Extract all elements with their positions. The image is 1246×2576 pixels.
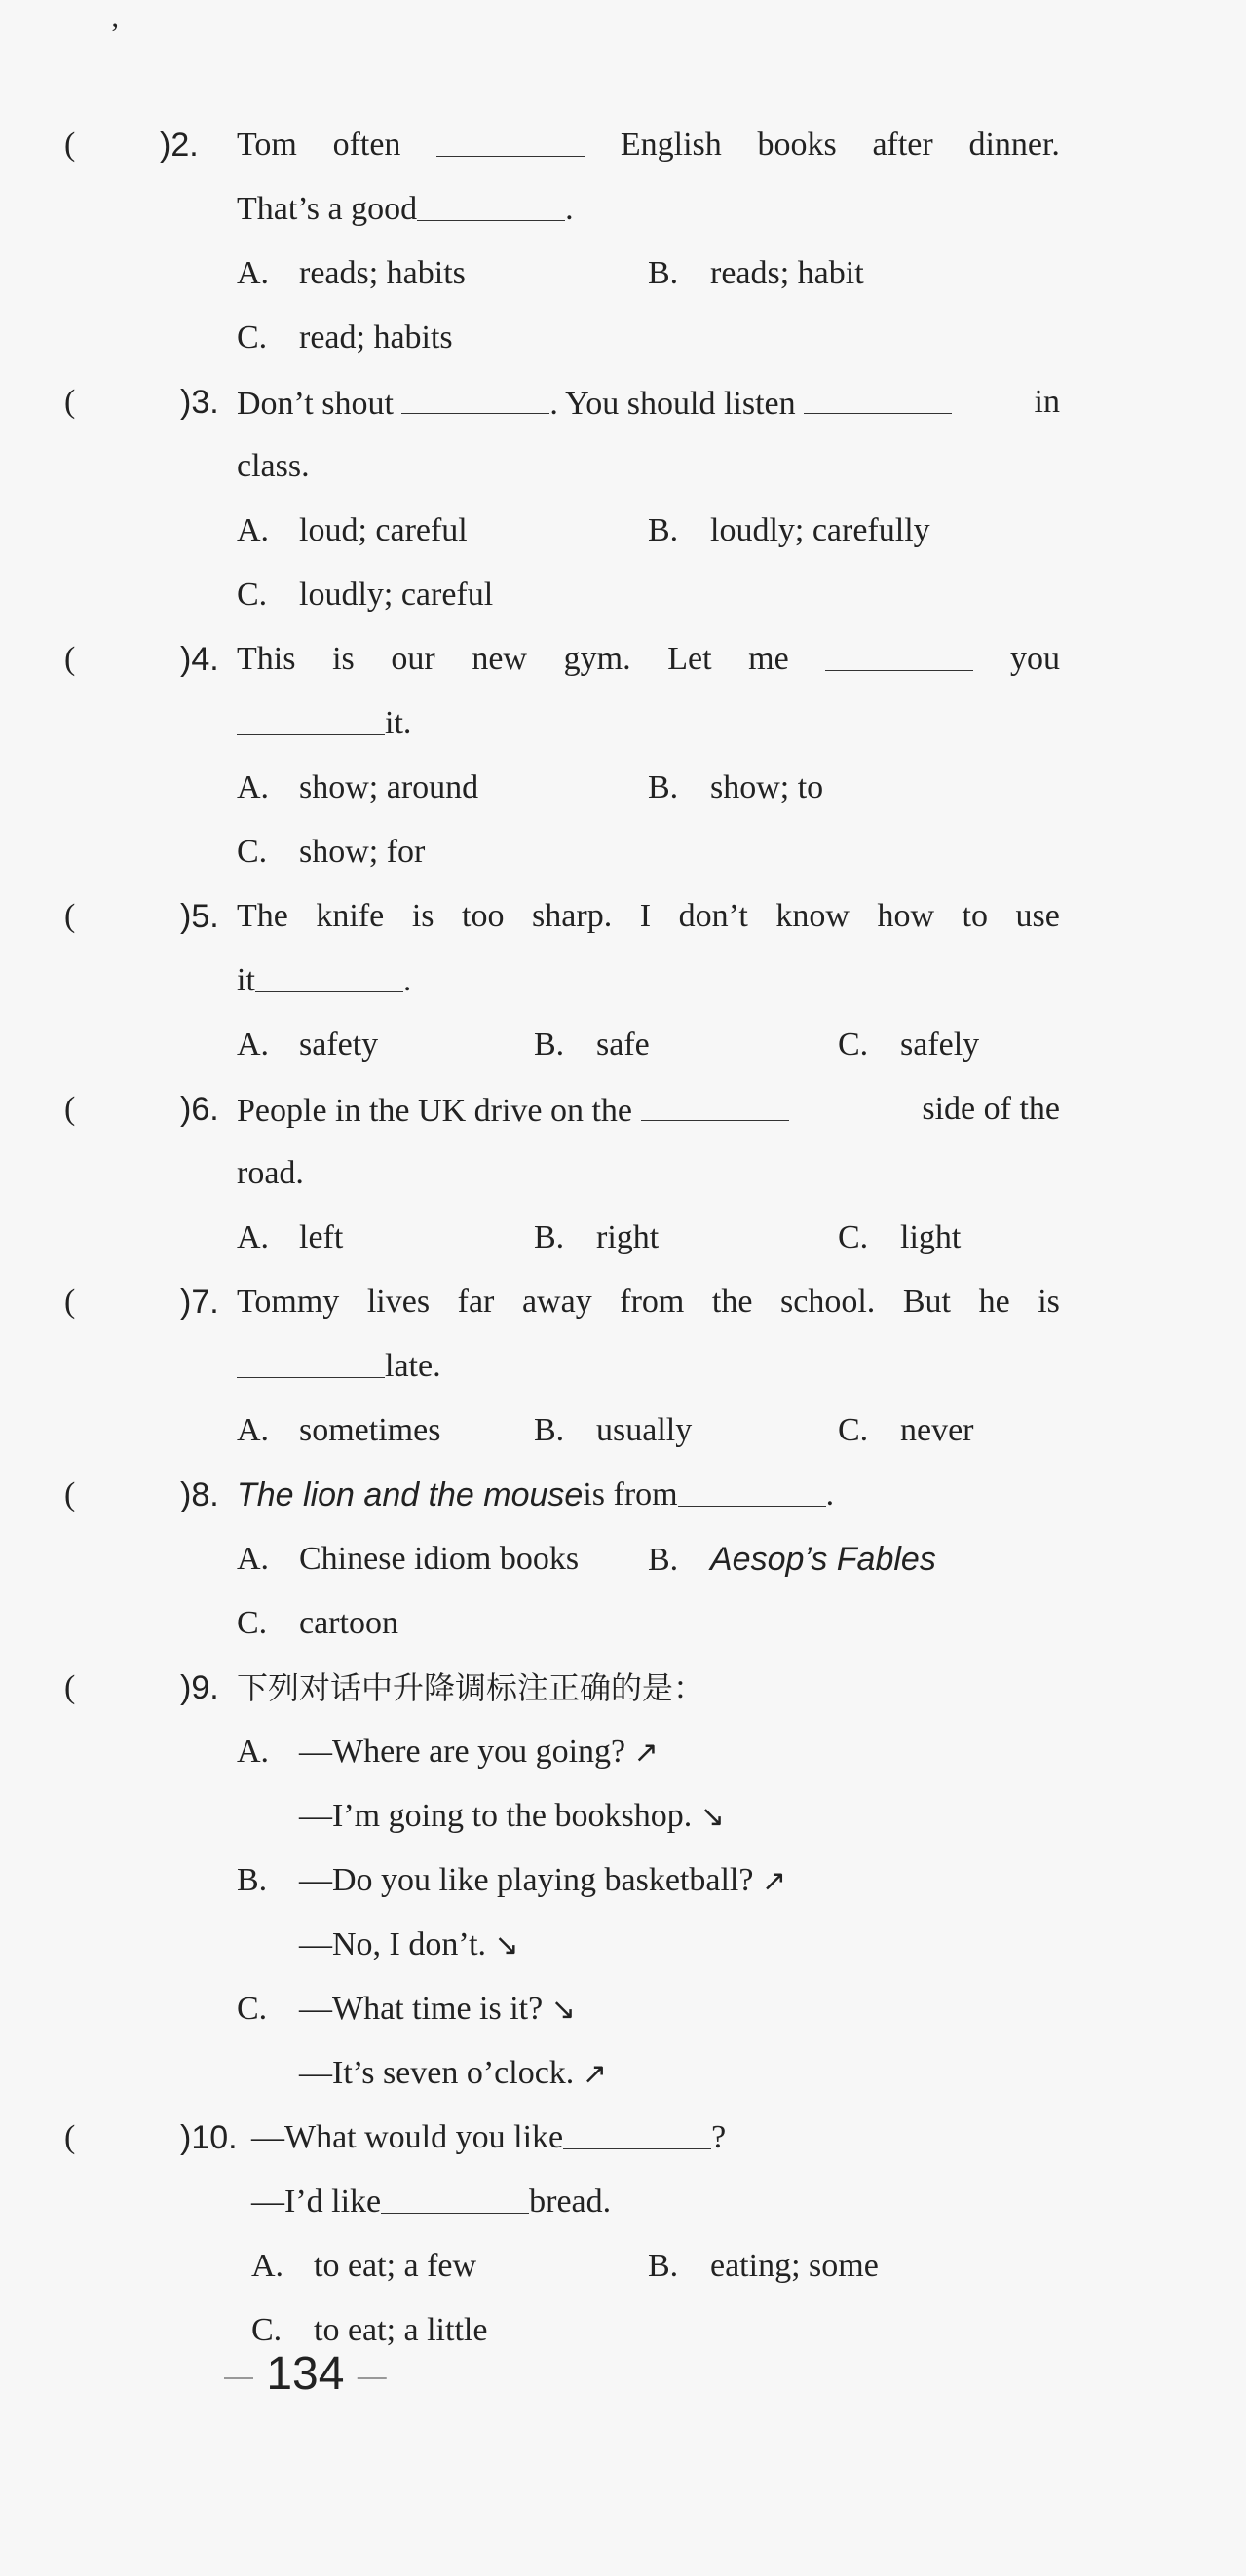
answer-blank[interactable] [417, 177, 565, 221]
option-c[interactable]: C. cartoon [237, 1605, 398, 1641]
answer-blank[interactable] [436, 113, 585, 157]
option-c[interactable]: C. read; habits [237, 319, 453, 355]
option-b[interactable]: B. eating; some [648, 2248, 879, 2284]
option-a[interactable]: A. left [237, 1219, 344, 1255]
option-b[interactable]: B. right [534, 1219, 660, 1255]
question-number: )6. [180, 1091, 219, 1128]
question-number: )7. [180, 1284, 219, 1321]
book-title: The lion and the mouse [237, 1476, 584, 1513]
falling-arrow-icon: ↘ [550, 1993, 576, 2027]
question-number: )2. [160, 127, 199, 164]
question-number: )4. [180, 641, 219, 678]
falling-arrow-icon: ↘ [699, 1800, 725, 1834]
option-c[interactable]: C. never [838, 1412, 974, 1448]
option-c-reply: —It’s seven o’clock. ↗ [299, 2055, 607, 2091]
option-a-reply: —I’m going to the bookshop. ↘ [299, 1798, 725, 1834]
rising-arrow-icon: ↗ [761, 1864, 787, 1898]
option-a[interactable]: A. safety [237, 1027, 379, 1063]
worksheet-page: ’ ( )2. Tom often English books after dinner. That’s a good . A. reads; habits B. reads; habit C. read; habits ( )3. Don’t shout . You should listen in class. A. loud; careful B. loudly; carefully C. loudly; careful ( )4. This is our new gym. Let me you it. A. show; around B. show; to C. show; for ( )5. The knife is too sharp. I don’t know how to use it . A. safety B. safe C. safely ( )6. People in the UK drive on the side of the road. A. left B. right C. light ( )7. Tommy lives far away from the school. But he is late. A. sometimes B. usually C. never ( )8. The lion and the mouse is from . A. Chinese idiom books B. Aesop’s Fables C. cartoon ( )9. 下列对话中升降调标注正确的是： A. —Where are you going? ↗ —I’m going to the bookshop. ↘ B. —Do you like playing basketball? ↗ —No, I don’t. ↘ C. —What time is it? ↘ —It’s seven o’clock. ↗ ( )10. —What would you like ? —I’d like bread. A. to eat; a few B. eating; some C. to eat; a little — 134 — [64, 18, 1060, 2400]
option-a[interactable]: A. show; around [237, 769, 479, 805]
question-number: )3. [180, 384, 219, 421]
answer-blank[interactable] [237, 1334, 385, 1378]
answer-blank[interactable] [825, 627, 973, 671]
falling-arrow-icon: ↘ [494, 1928, 519, 1962]
question-number: )10. [180, 2119, 238, 2156]
answer-blank[interactable] [641, 1077, 789, 1121]
answer-blank[interactable] [381, 2170, 529, 2214]
corner-mark: ’ [110, 18, 120, 50]
question-number: )9. [180, 1669, 219, 1706]
answer-blank[interactable] [237, 691, 385, 735]
answer-blank[interactable] [704, 1656, 852, 1699]
option-c[interactable]: C. —What time is it? ↘ [237, 1991, 576, 2027]
option-a[interactable]: A. to eat; a few [251, 2248, 477, 2284]
rising-arrow-icon: ↗ [582, 2057, 607, 2091]
option-c[interactable]: C. safely [838, 1027, 980, 1063]
option-b[interactable]: B. —Do you like playing basketball? ↗ [237, 1862, 787, 1898]
answer-blank[interactable] [563, 2106, 711, 2149]
option-c[interactable]: C. loudly; careful [237, 577, 494, 613]
option-c[interactable]: C. light [838, 1219, 962, 1255]
question-number: )5. [180, 898, 219, 935]
option-a[interactable]: A. —Where are you going? ↗ [237, 1734, 659, 1770]
rising-arrow-icon: ↗ [633, 1736, 659, 1770]
option-a[interactable]: A. sometimes [237, 1412, 441, 1448]
option-b[interactable]: B. loudly; carefully [648, 512, 930, 548]
option-a[interactable]: A. Chinese idiom books [237, 1541, 580, 1577]
page-number: 134 [266, 2348, 345, 2400]
answer-blank[interactable] [255, 949, 403, 992]
question-number: )8. [180, 1476, 219, 1513]
option-b[interactable]: B. Aesop’s Fables [648, 1541, 936, 1578]
answer-blank[interactable] [678, 1463, 826, 1507]
option-b[interactable]: B. reads; habit [648, 255, 864, 291]
option-b-reply: —No, I don’t. ↘ [299, 1926, 519, 1962]
option-a[interactable]: A. loud; careful [237, 512, 468, 548]
page-footer: — 134 — [224, 2348, 387, 2400]
option-b[interactable]: B. safe [534, 1027, 650, 1063]
option-b[interactable]: B. show; to [648, 769, 824, 805]
option-c[interactable]: C. show; for [237, 834, 426, 870]
option-c[interactable]: C. to eat; a little [251, 2312, 488, 2348]
answer-blank[interactable] [804, 370, 952, 414]
option-b[interactable]: B. usually [534, 1412, 693, 1448]
option-a[interactable]: A. reads; habits [237, 255, 466, 291]
answer-blank[interactable] [401, 370, 549, 414]
